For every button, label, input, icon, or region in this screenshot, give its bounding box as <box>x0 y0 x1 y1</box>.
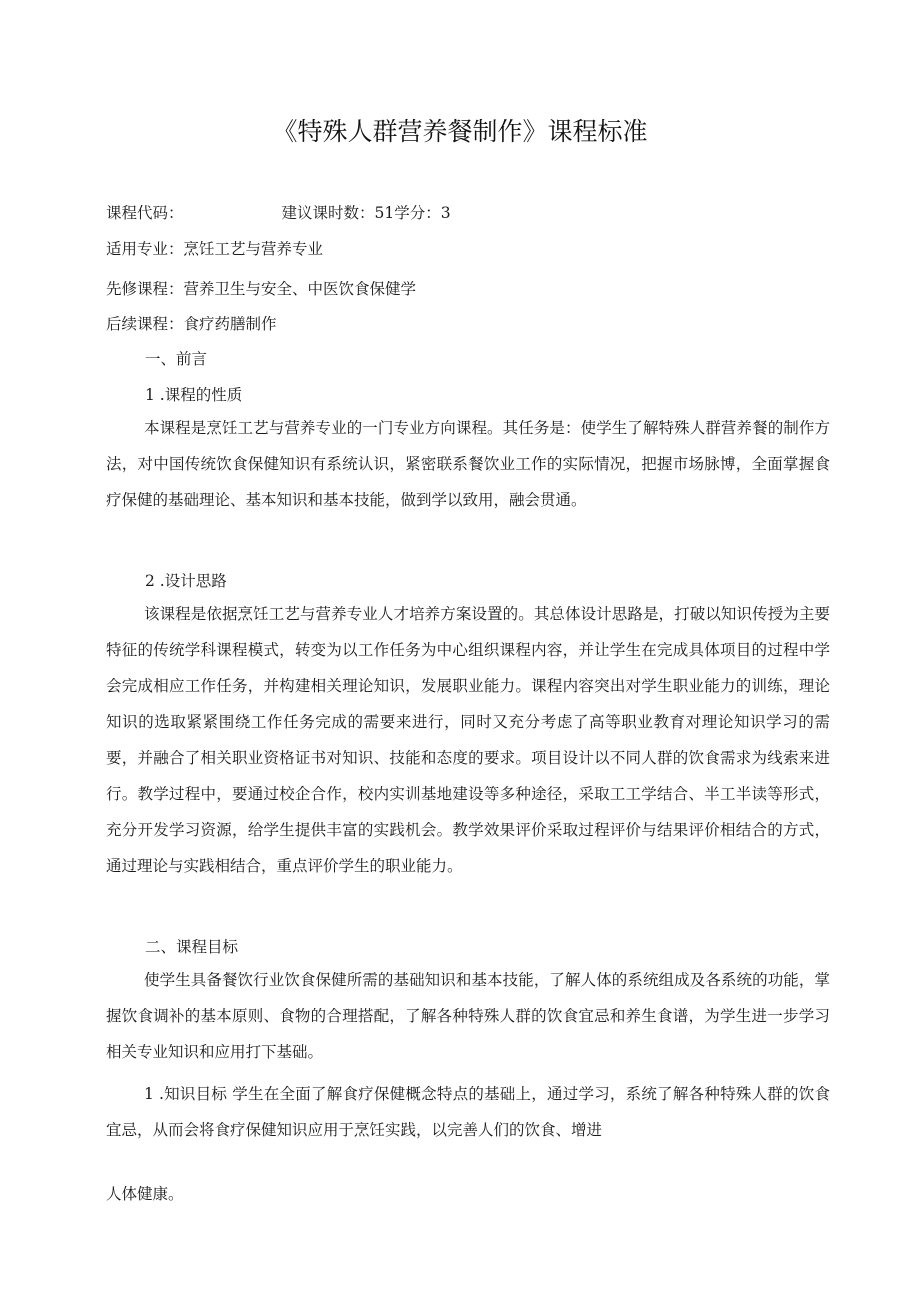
followup-courses: 后续课程：食疗药膳制作 <box>106 315 277 333</box>
section-goals-heading: 二、课程目标 <box>145 938 239 956</box>
design-idea-heading: 2 .设计思路 <box>145 572 227 590</box>
course-nature-heading: 1 .课程的性质 <box>145 386 243 404</box>
course-goals-paragraph: 使学生具备餐饮行业饮食保健所需的基础知识和基本技能，了解人体的系统组成及各系统的功能，掌握饮食调补的基本原则、食物的合理搭配，了解各种特殊人群的饮食宜忌和养生食谱，为学生进一步学习相关专业知识和应用打下基础。 <box>106 971 830 1061</box>
applicable-major: 适用专业：烹饪工艺与营养专业 <box>106 240 324 258</box>
prerequisite-courses: 先修课程：营养卫生与安全、中医饮食保健学 <box>106 280 417 298</box>
course-code-label: 课程代码： <box>106 204 184 222</box>
course-code-line <box>106 201 451 223</box>
design-idea-paragraph: 该课程是依据烹饪工艺与营养专业人才培养方案设置的。其总体设计思路是，打破以知识传授为主要特征的传统学科课程模式，转变为以工作任务为中心组织课程内容，并让学生在完成具体项目的过程中学会完成相应工作任务，并构建相关理论知识，发展职业能力。课程内容突出对学生职业能力的训练，理论知识的选取紧紧围绕工作任务完成的需要来进行，同时又充分考虑了高等职业教育对理论知识学习的需要，并融合了相关职业资格证书对知识、技能和态度的要求。项目设计以不同人群的饮食需求为线索来进行。教学过程中，要通过校企合作，校内实训基地建设等多种途径，采取工工学结合、半工半读等形式，充分开发学习资源，给学生提供丰富的实践机会。教学效果评价采取过程评价与结果评价相结合的方式，通过理论与实践相结合，重点评价学生的职业能力。 <box>106 605 830 875</box>
document-title: 《特殊人群营养餐制作》课程标准 <box>272 117 648 146</box>
knowledge-goal-tail: 人体健康。 <box>106 1185 184 1203</box>
section-preface-heading: 一、前言 <box>145 350 208 368</box>
knowledge-goal-paragraph: 1 .知识目标 学生在全面了解食疗保健概念特点的基础上，通过学习，系统了解各种特殊人群的饮食宜忌，从而会将食疗保健知识应用于烹饪实践，以完善人们的饮食、增进 <box>106 1085 830 1139</box>
hours-credits: 建议课时数：51学分：3 <box>281 204 451 222</box>
course-nature-paragraph: 本课程是烹饪工艺与营养专业的一门专业方向课程。其任务是：使学生了解特殊人群营养餐的制作方法，对中国传统饮食保健知识有系统认识，紧密联系餐饮业工作的实际情况，把握市场脉博，全面掌握食疗保健的基础理论、基本知识和基本技能，做到学以致用，融会贯通。 <box>106 419 830 509</box>
